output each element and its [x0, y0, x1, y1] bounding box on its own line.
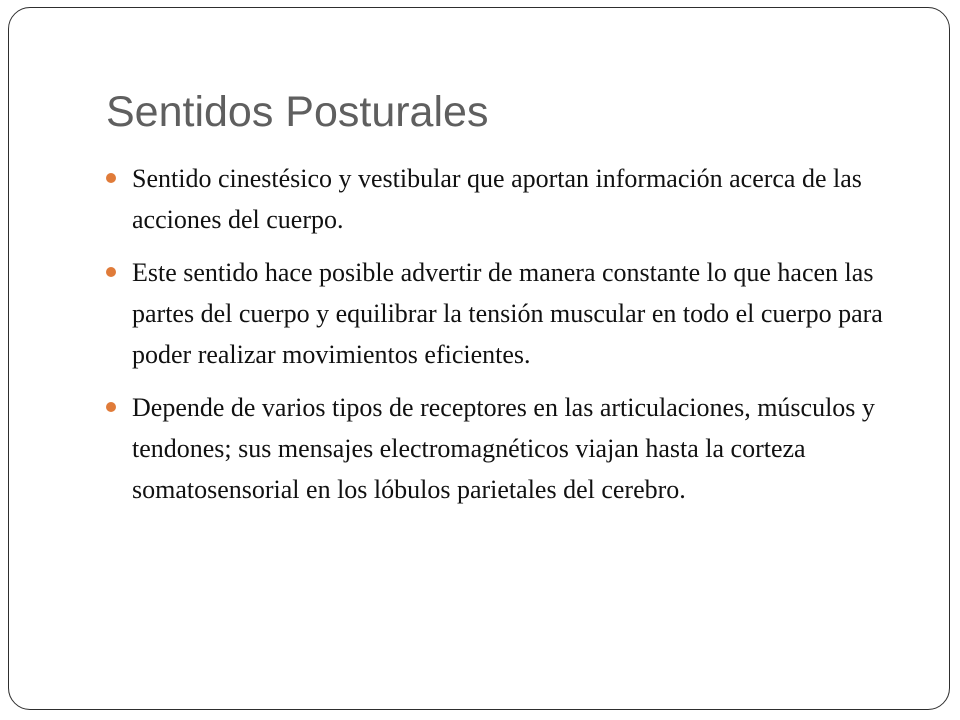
bullet-text: Este sentido hace posible advertir de manera constante lo que hacen las partes del cuerpo y equilibrar la tensión muscular en todo el cuerpo para poder realizar movimientos eficientes.	[132, 258, 883, 369]
bullet-dot-icon	[106, 267, 116, 277]
bullet-text: Sentido cinestésico y vestibular que aportan información acerca de las acciones del cuerpo.	[132, 164, 862, 234]
slide-title: Sentidos Posturales	[106, 88, 489, 136]
bullet-dot-icon	[106, 173, 116, 183]
bullet-item	[106, 252, 906, 375]
bullet-item	[106, 158, 906, 240]
bullet-list	[106, 158, 906, 522]
bullet-dot-icon	[106, 402, 116, 412]
bullet-text: Depende de varios tipos de receptores en las articulaciones, músculos y tendones; sus mensajes electromagnéticos viajan hasta la corteza somatosensorial en los lóbulos parietales del cerebro.	[132, 393, 875, 504]
bullet-item	[106, 387, 906, 510]
